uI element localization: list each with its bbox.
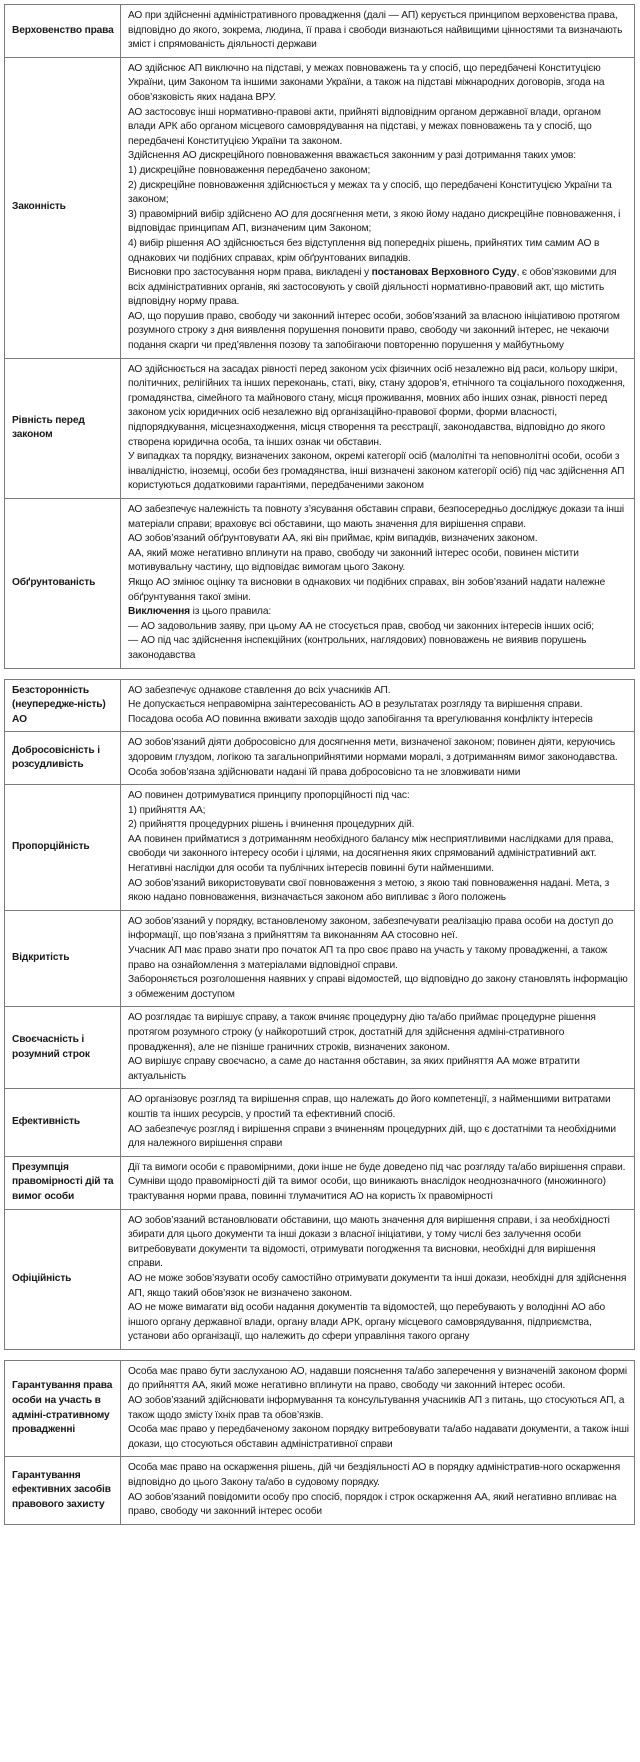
table-row [5,1360,635,1457]
emphasis-supreme-court: постановах Верховного Суду [371,267,517,279]
table-row [5,1209,635,1349]
list-item: 3) правомірний вибір здійснено АО для досягнення мети, з якою йому надано дискреційне повноваження, і відповідає принципам АП, визначеним цим Законом; [128,208,621,235]
paragraph: Особа зобов’язана здійснювати надані їй права добросовісно та не зловживати ними [128,766,521,778]
principle-description [121,1360,635,1457]
text: Висновки про застосування норм права, викладені у [128,267,372,279]
paragraph: АА, який може негативно вплинути на право, свободу чи законний інтерес особи, повинен містити мотивувальну частину, що відповідає вимогам цього Закону. [128,547,579,574]
table-row [5,785,635,911]
principle-term: Презумпція правомірності дій та вимог особи [5,1156,121,1209]
paragraph: Забороняється розголошення наявних у справі відомостей, що відповідно до закону становлять інформацію з обмеженим доступом [128,974,628,1000]
table-row [5,1457,635,1524]
paragraph: АО зобов’язаний у порядку, встановленому законом, забезпечувати реалізацію права особи на доступ до інформації, що пов’язана з прийняттям та виконанням АА стосовно неї. [128,915,614,942]
table-row [5,57,635,358]
principle-term: Гарантування права особи на участь в адміні-стративному провадженні [5,1360,121,1457]
paragraph: Дії та вимоги особи є правомірними, доки інше не буде доведено під час розгляду та/або вирішення справи. [128,1161,626,1173]
list-item: — АО задовольнив заяву, при цьому АА не стосується прав, свобод чи законних інтересів інших осіб; [128,620,594,632]
paragraph: У випадках та порядку, визначених законом, окремі категорії осіб (малолітні та неповнолітні особи, особи з інвалідністю, іноземці, особи без громадянства, інші визначені законом категорії осіб) під час здійснення АП користуються додатковими гарантіями, передбаченими законом [128,451,625,492]
paragraph: Учасник АП має право знати про початок АП та про своє право на участь у такому провадженні, а також право на ознайомлення з матеріалами відповідної справи. [128,945,608,971]
paragraph: АО здійснюється на засадах рівності перед законом усіх фізичних осіб незалежно від раси, кольору шкіри, політичних, релігійних та інших переконань, статі, віку, стану здоров’я, етнічного та соціального походження, громадянства, сімейного та майнового стану, місця проживання, мовних або інших ознак, рівності перед законом усіх юридичних осіб незалежно від організаційно-правової форми, форми власності, підпорядкування, місцезнаходження, місця створення та реєстрації, законодавства, відповідно до якого створена юридична особа, та інших ознак чи обставин. [128,363,625,448]
principle-term: Верховенство права [5,5,121,58]
principles-table-part-3 [4,1360,635,1525]
paragraph: АО застосовує інші нормативно-правові акти, прийняті відповідним органом державної влади, органом влади АРК або органом місцевого самоврядування на підставі, у межах повноважень та у спосіб, що передбачені Конституцією України та законом. [128,106,601,147]
paragraph: АО здійснює АП виключно на підставі, у межах повноважень та у спосіб, що передбачені Конституцією України, цим Законом та іншими законами України, а також на підставі міжнародних договорів, згода на обов’язковість яких надана ВРУ. [128,62,605,103]
table-row [5,1089,635,1156]
paragraph-with-emphasis [128,266,629,310]
table-row [5,5,635,58]
paragraph: Сумніви щодо правомірності дій та вимог особи, що виникають внаслідок неоднозначного (множинного) трактування норми права, повинні тлумачитися АО на користь їх правомірності [128,1176,606,1202]
principle-term: Безсторонність (неупередже-ність) АО [5,679,121,732]
principle-description [121,1089,635,1156]
paragraph: Особа має право у передбаченому законом порядку витребовувати та/або надавати документи, а також інші докази, що стосуються обставин адміністративної справи [128,1424,629,1450]
principle-description [121,499,635,669]
list-item: 2) дискреційне повноваження здійснюється у межах та у спосіб, що передбачені Конституцією України та законом; [128,179,612,206]
list-item: 2) прийняття процедурних рішень і вчинення процедурних дій. [128,819,415,831]
principle-description [121,1007,635,1089]
paragraph: АО забезпечує розгляд і вирішення справи з вчиненням процедурних дій, що є достатніми та необхідними для належного вирішення справи [128,1123,616,1150]
principle-term: Обґрунтованість [5,499,121,669]
principle-description [121,1209,635,1349]
paragraph: АО не може вимагати від особи надання документів та відомостей, що перебувають у володінні АО або іншого органу державної влади, органу влади АРК, органу місцевого самоврядування, підприємства, установи або організації, що належить до сфери управління такого органу [128,1302,606,1343]
principle-term: Офіційність [5,1209,121,1349]
table-row [5,910,635,1007]
principle-description [121,785,635,911]
paragraph: АО повинен дотримуватися принципу пропорційності під час: [128,790,410,802]
table-row [5,732,635,785]
paragraph: АО, що порушив право, свободу чи законний інтерес особи, зобов’язаний за власною ініціативою протягом розумного строку з дня виявлення порушення поновити право, свободу чи законний інтерес, не чекаючи подання скарги чи пред’явлення позову та запобігаючи повторенню порушення у майбутньому [128,310,620,352]
paragraph: Не допускається неправомірна заінтересованість АО в результатах розгляду та вирішення справи. [128,699,583,711]
paragraph: АО при здійсненні адміністративного провадження (далі — АП) керується принципом верховенства права, відповідно до якого, зокрема, людина, її права і свободи визнаються найвищими цінностями та визначають зміст і спрямованість діяльності держави [128,10,623,51]
exceptions-heading [128,605,629,620]
principle-description [121,910,635,1007]
paragraph: АО не може зобов’язувати особу самостійно отримувати документи та інші докази, необхідні для здійснення АП, якщо такий обов’язок не визначено законом. [128,1272,627,1299]
paragraph: АО вирішує справу своєчасно, а саме до настання обставин, за яких прийняття АА може втратити актуальність [128,1056,580,1082]
principles-table-part-1 [4,4,635,669]
paragraph: АО зобов’язаний здійснювати інформування та консультування учасників АП з питань, що стосуються АП, а також щодо змісту їхніх прав та обов’язків. [128,1395,625,1421]
paragraph: Посадова особа АО повинна вживати заходів щодо запобігання та врегулювання конфлікту інтересів [128,713,593,725]
paragraph: АО зобов’язаний встановлювати обставини, що мають значення для вирішення справи, і за необхідності збирати для цього документи та інші докази з власної ініціативи, у тому числі без залучення особи витребовувати документи та відомості, отримувати погодження та висновки, необхідні для вирішення справи. [128,1214,610,1270]
paragraph: АО організовує розгляд та вирішення справ, що належать до його компетенції, з найменшими витратами коштів та інших ресурсів, у простий та ефективний спосіб. [128,1094,611,1120]
table-row [5,358,635,498]
principle-description [121,57,635,358]
principle-term: Пропорційність [5,785,121,911]
principle-description [121,5,635,58]
principle-description [121,732,635,785]
text: , є обов’язковими для всіх адміністративних органів, які застосовують у своїй діяльності нормативно-правовий акт, що містить відповідну норму права. [128,267,617,308]
paragraph: АА повинен прийматися з дотриманням необхідного балансу між несприятливими наслідками для права, свободи чи законного інтересу особи і цілями, на досягнення яких спрямований адміністративний акт. Негативні наслідки для особи та публічних інтересів повинні бути найменшими. [128,833,614,875]
table-row [5,679,635,732]
table-row [5,1156,635,1209]
principle-description [121,358,635,498]
text: із цього правила: [189,606,272,618]
emphasis-exceptions: Виключення [128,606,190,618]
list-item: 1) прийняття АА; [128,804,206,816]
paragraph: Якщо АО змінює оцінку та висновки в однакових чи подібних справах, він зобов’язаний надати належне обґрунтування такої зміни. [128,576,606,603]
paragraph: АО зобов’язаний повідомити особу про спосіб, порядок і строк оскарження АА, який негативно впливає на право, свободу чи законний інтерес особи [128,1491,617,1518]
paragraph: АО забезпечує однакове ставлення до всіх учасників АП. [128,684,391,696]
principle-term: Законність [5,57,121,358]
paragraph: АО зобов’язаний діяти добросовісно для досягнення мети, визначеної законом; повинен діяти, керуючись здоровим глуздом, логікою та загальноприйнятими нормами моралі, з дотриманням вимог законодавства. [128,737,618,763]
principle-description [121,679,635,732]
principle-term: Добросовісність і розсудливість [5,732,121,785]
principles-table-part-2 [4,679,635,1350]
principle-term: Гарантування ефективних засобів правового захисту [5,1457,121,1524]
paragraph: Особа має право на оскарження рішень, дій чи бездіяльності АО в порядку адміністратив-ного оскарження відповідно до цього Закону та/або в судовому порядку. [128,1462,621,1489]
principle-description [121,1457,635,1524]
table-row [5,1007,635,1089]
paragraph: Здійснення АО дискреційного повноваження вважається законним у разі дотримання таких умов: [128,150,576,162]
list-item: — АО під час здійснення інспекційних (контрольних, наглядових) повноважень не виявив порушень законодавства [128,635,587,661]
paragraph: АО розглядає та вирішує справу, а також вчиняє процедурну дію та/або приймає процедурне рішення протягом розумного строку (у найкоротший строк, достатній для здійснення адміні-стративного провадження), але не пізніше граничних строків, визначених законом. [128,1012,596,1053]
table-row [5,499,635,669]
principle-term: Рівність перед законом [5,358,121,498]
list-item: 4) вибір рішення АО здійснюється без відступлення від попередніх рішень, прийнятих тим самим АО в однакових чи подібних справах, крім обґрунтованих випадків. [128,237,600,264]
principle-term: Своєчасність і розумний строк [5,1007,121,1089]
principle-term: Ефективність [5,1089,121,1156]
paragraph: АО забезпечує належність та повноту з’ясування обставин справи, безпосередньо досліджує докази та інші матеріали справи; враховує всі обставини, що мають значення для вирішення справи. [128,504,625,530]
paragraph: АО зобов’язаний обґрунтовувати АА, які він приймає, крім випадків, визначених законом. [128,533,538,545]
list-item: 1) дискреційне повноваження передбачено законом; [128,164,371,176]
principle-term: Відкритість [5,910,121,1007]
paragraph: Особа має право бути заслуханою АО, надавши пояснення та/або заперечення у визначеній законом формі до прийняття АА, який може негативно вплинути на право, свободу чи законний інтерес особи. [128,1365,627,1392]
paragraph: АО зобов’язаний використовувати свої повноваження з метою, з якою такі повноваження надані. Мета, з якою надано повноваження, визначається законом або випливає з його положень [128,877,610,904]
principle-description [121,1156,635,1209]
